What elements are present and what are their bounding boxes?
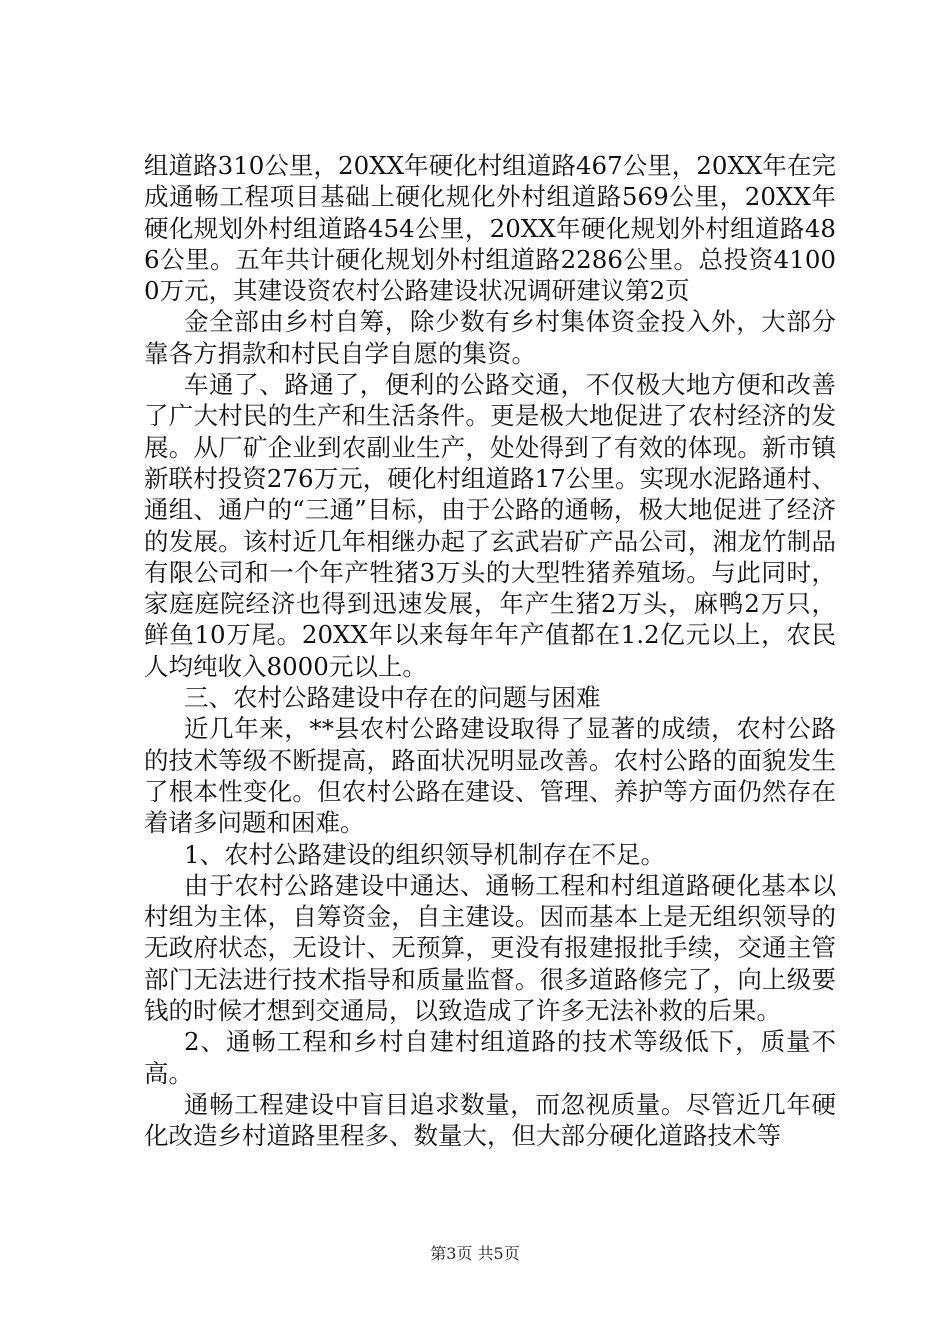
paragraph: 组道路310公里，20XX年硬化村组道路467公里，20XX年在完成通畅工程项目基础上硬化规化外村组道路569公里，20XX年硬化规划外村组道路454公里，20XX年硬化规划外村组道路486公里。五年共计硬化规划外村组道路2286公里。总投资41000万元，其建设资农村公路建设状况调研建议第2页: [144, 151, 836, 306]
subsection-heading: 1、农村公路建设的组织领导机制存在不足。: [184, 839, 666, 869]
page-number-label: 第3页 共5页: [430, 1244, 520, 1263]
subsection-heading: 2、通畅工程和乡村自建村组道路的技术等级低下，质量不高。: [144, 1027, 836, 1088]
page-footer: [0, 1243, 950, 1265]
paragraph: 通畅工程建设中盲目追求数量，而忽视质量。尽管近几年硬化改造乡村道路里程多、数量大，但大部分硬化道路技术等: [144, 1089, 836, 1151]
section-heading: 三、农村公路建设中存在的问题与困难: [184, 683, 601, 713]
paragraph: 近几年来，**县农村公路建设取得了显著的成绩，农村公路的技术等级不断提高，路面状况明显改善。农村公路的面貌发生了根本性变化。但农村公路在建设、管理、养护等方面仍然存在着诸多问题和困难。: [144, 714, 836, 838]
paragraph: 金全部由乡村自筹，除少数有乡村集体资金投入外，大部分靠各方捐款和村民自学自愿的集资。: [144, 307, 836, 368]
paragraph: 车通了、路通了，便利的公路交通，不仅极大地方便和改善了广大村民的生产和生活条件。更是极大地促进了农村经济的发展。从厂矿企业到农副业生产，处处得到了有效的体现。新市镇新联村投资276万元，硬化村组道路17公里。实现水泥路通村、通组、通户的“三通”目标，由于公路的通畅，极大地促进了经济的发展。该村近几年相继办起了玄武岩矿产品公司，湘龙竹制品有限公司和一个年产牲猪3万头的大型牲猪养殖场。与此同时，家庭庭院经济也得到迅速发展，年产生猪2万头，麻鸭2万只，鲜鱼10万尾。20XX年以来每年年产值都在1.2亿元以上，农民人均纯收入8000元以上。: [144, 370, 836, 681]
paragraph: 由于农村公路建设中通达、通畅工程和村组道路硬化基本以村组为主体，自筹资金，自主建设。因而基本上是无组织领导的无政府状态，无设计、无预算，更没有报建报批手续，交通主管部门无法进行技术指导和质量监督。很多道路修完了，向上级要钱的时候才想到交通局，以致造成了许多无法补救的后果。: [144, 870, 836, 1026]
document-body: [144, 150, 836, 1152]
